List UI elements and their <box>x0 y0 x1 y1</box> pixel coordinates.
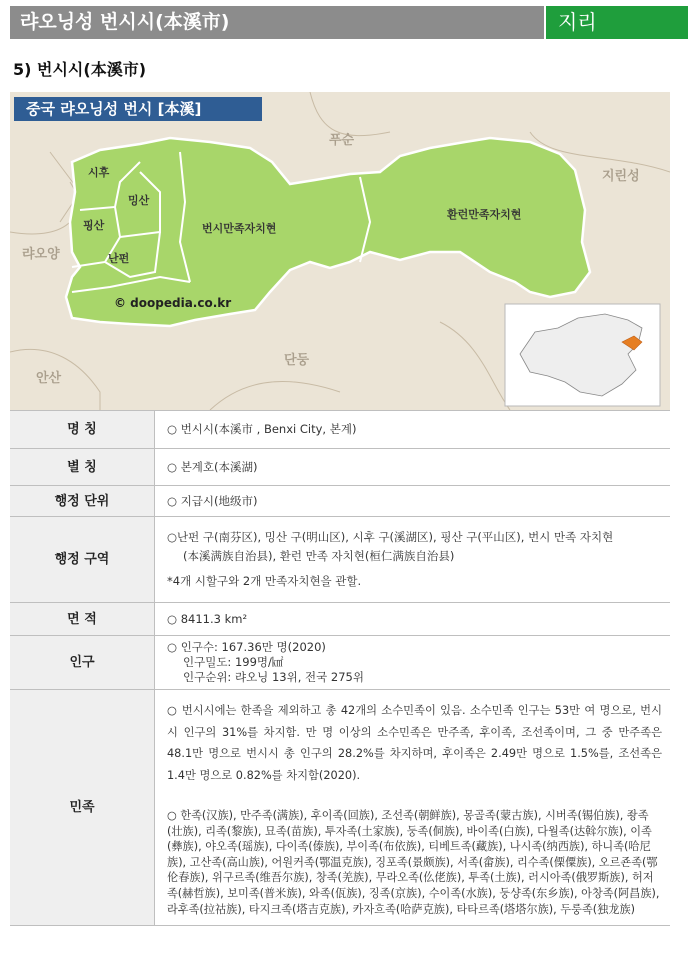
label-name: 명 칭 <box>10 411 155 449</box>
row-admin-unit <box>10 486 670 517</box>
value-name: ○ 번시시(本溪市 , Benxi City, 본계) <box>155 411 671 449</box>
population-density: 인구밀도: 199명/㎢ <box>183 655 284 669</box>
map-banner-title: 중국 랴오닝성 번시 [本溪] <box>26 100 202 118</box>
label-xihu: 시후 <box>88 166 110 179</box>
china-inset-map <box>505 304 660 406</box>
map-credit: © doopedia.co.kr <box>114 296 232 310</box>
label-liaoyang: 랴오양 <box>22 247 60 262</box>
admin-division-line1: ○난펀 구(南芬区), 밍산 구(明山区), 시후 구(溪湖区), 핑산 구(平山区), 번시 만족 자치현 <box>167 530 614 544</box>
label-admin-unit: 행정 단위 <box>10 486 155 517</box>
benxi-map <box>10 92 670 410</box>
label-huanren-county: 환런만족자치현 <box>447 208 522 221</box>
label-alias: 별 칭 <box>10 449 155 486</box>
page-header-title: 랴오닝성 번시시(本溪市) <box>10 6 544 39</box>
label-nanfen: 난펀 <box>108 252 130 265</box>
value-admin-division <box>155 517 671 603</box>
row-population <box>10 636 670 690</box>
label-area: 면 적 <box>10 603 155 636</box>
info-table <box>10 410 670 926</box>
label-pingshan: 핑산 <box>83 219 105 232</box>
label-mingshan: 밍산 <box>128 194 150 207</box>
section-title: 5) 번시시(本溪市) <box>13 60 147 79</box>
value-population <box>155 636 671 690</box>
ethnic-summary: ○ 번시시에는 한족을 제외하고 총 42개의 소수민족이 있음. 소수민족 인구는 53만 여 명으로, 번시시 인구의 31%를 차지함. 만 명 이상의 소수민족은 만주족, 후이족, 조선족이며, 그 중 만주족은 48.1만 명으로 번시시 총 인구의 28.2%를 차지하며, 후이족은 2.49만 명으로 1.5%를, 조선족은 1.4만 명으로 0.82%를 차지함(2020). <box>167 704 662 782</box>
label-admin-division: 행정 구역 <box>10 517 155 603</box>
label-anshan: 안산 <box>36 371 62 386</box>
row-name <box>10 411 670 449</box>
label-population: 인구 <box>10 636 155 690</box>
value-alias: ○ 본계호(本溪湖) <box>155 449 671 486</box>
label-benxi-county: 번시만족자치현 <box>202 222 277 235</box>
label-fushun: 푸순 <box>329 133 355 148</box>
row-ethnic <box>10 690 670 926</box>
label-jilin: 지린성 <box>602 169 640 184</box>
admin-division-note: *4개 시할구와 2개 만족자치현을 관할. <box>167 574 362 588</box>
row-admin-division <box>10 517 670 603</box>
value-ethnic <box>155 690 671 926</box>
category-tag: 지리 <box>546 6 688 39</box>
label-dandong: 단둥 <box>284 353 310 368</box>
row-alias <box>10 449 670 486</box>
value-area: ○ 8411.3 km² <box>155 603 671 636</box>
population-count: ○ 인구수: 167.36만 명(2020) <box>167 640 326 654</box>
label-ethnic: 민족 <box>10 690 155 926</box>
ethnic-list: ○ 한족(汉族), 만주족(满族), 후이족(回族), 조선족(朝鲜族), 몽골족(蒙古族), 시버족(锡伯族), 좡족(壮族), 리족(黎族), 묘족(苗族), 투자족(土家族), 둥족(侗族), 바이족(白族), 다월족(达斡尔族), 이족(彝族), 야오족(瑶族), 다이족(傣族), 부이족(布依族), 티베트족(藏族), 나시족(纳西族), 하니족(哈尼族), 고산족(高山族), 어원커족(鄂温克族), 징포족(景颇族), 서족(畲族), 리수족(傈僳族), 오르죤족(鄂伦春族), 위구르족(维吾尔族), 창족(羌族), 무라오족(仫佬族), 투족(土族), 러시아족(俄罗斯族), 허저족(赫哲族), 보미족(普米族), 와족(佤族), 징족(京族), 수이족(水族), 둥샹족(东乡族), 아창족(阿昌族), 라후족(拉祜族), 타지크족(塔吉克族), 카자흐족(哈萨克族), 타타르족(塔塔尔族), 두룽족(独龙族) <box>167 809 660 916</box>
value-admin-unit: ○ 지급시(地级市) <box>155 486 671 517</box>
admin-division-line2: (本溪满族自治县), 환런 만족 자치현(桓仁满族自治县) <box>183 549 455 563</box>
row-area <box>10 603 670 636</box>
population-rank: 인구순위: 랴오닝 13위, 전국 275위 <box>183 670 364 684</box>
